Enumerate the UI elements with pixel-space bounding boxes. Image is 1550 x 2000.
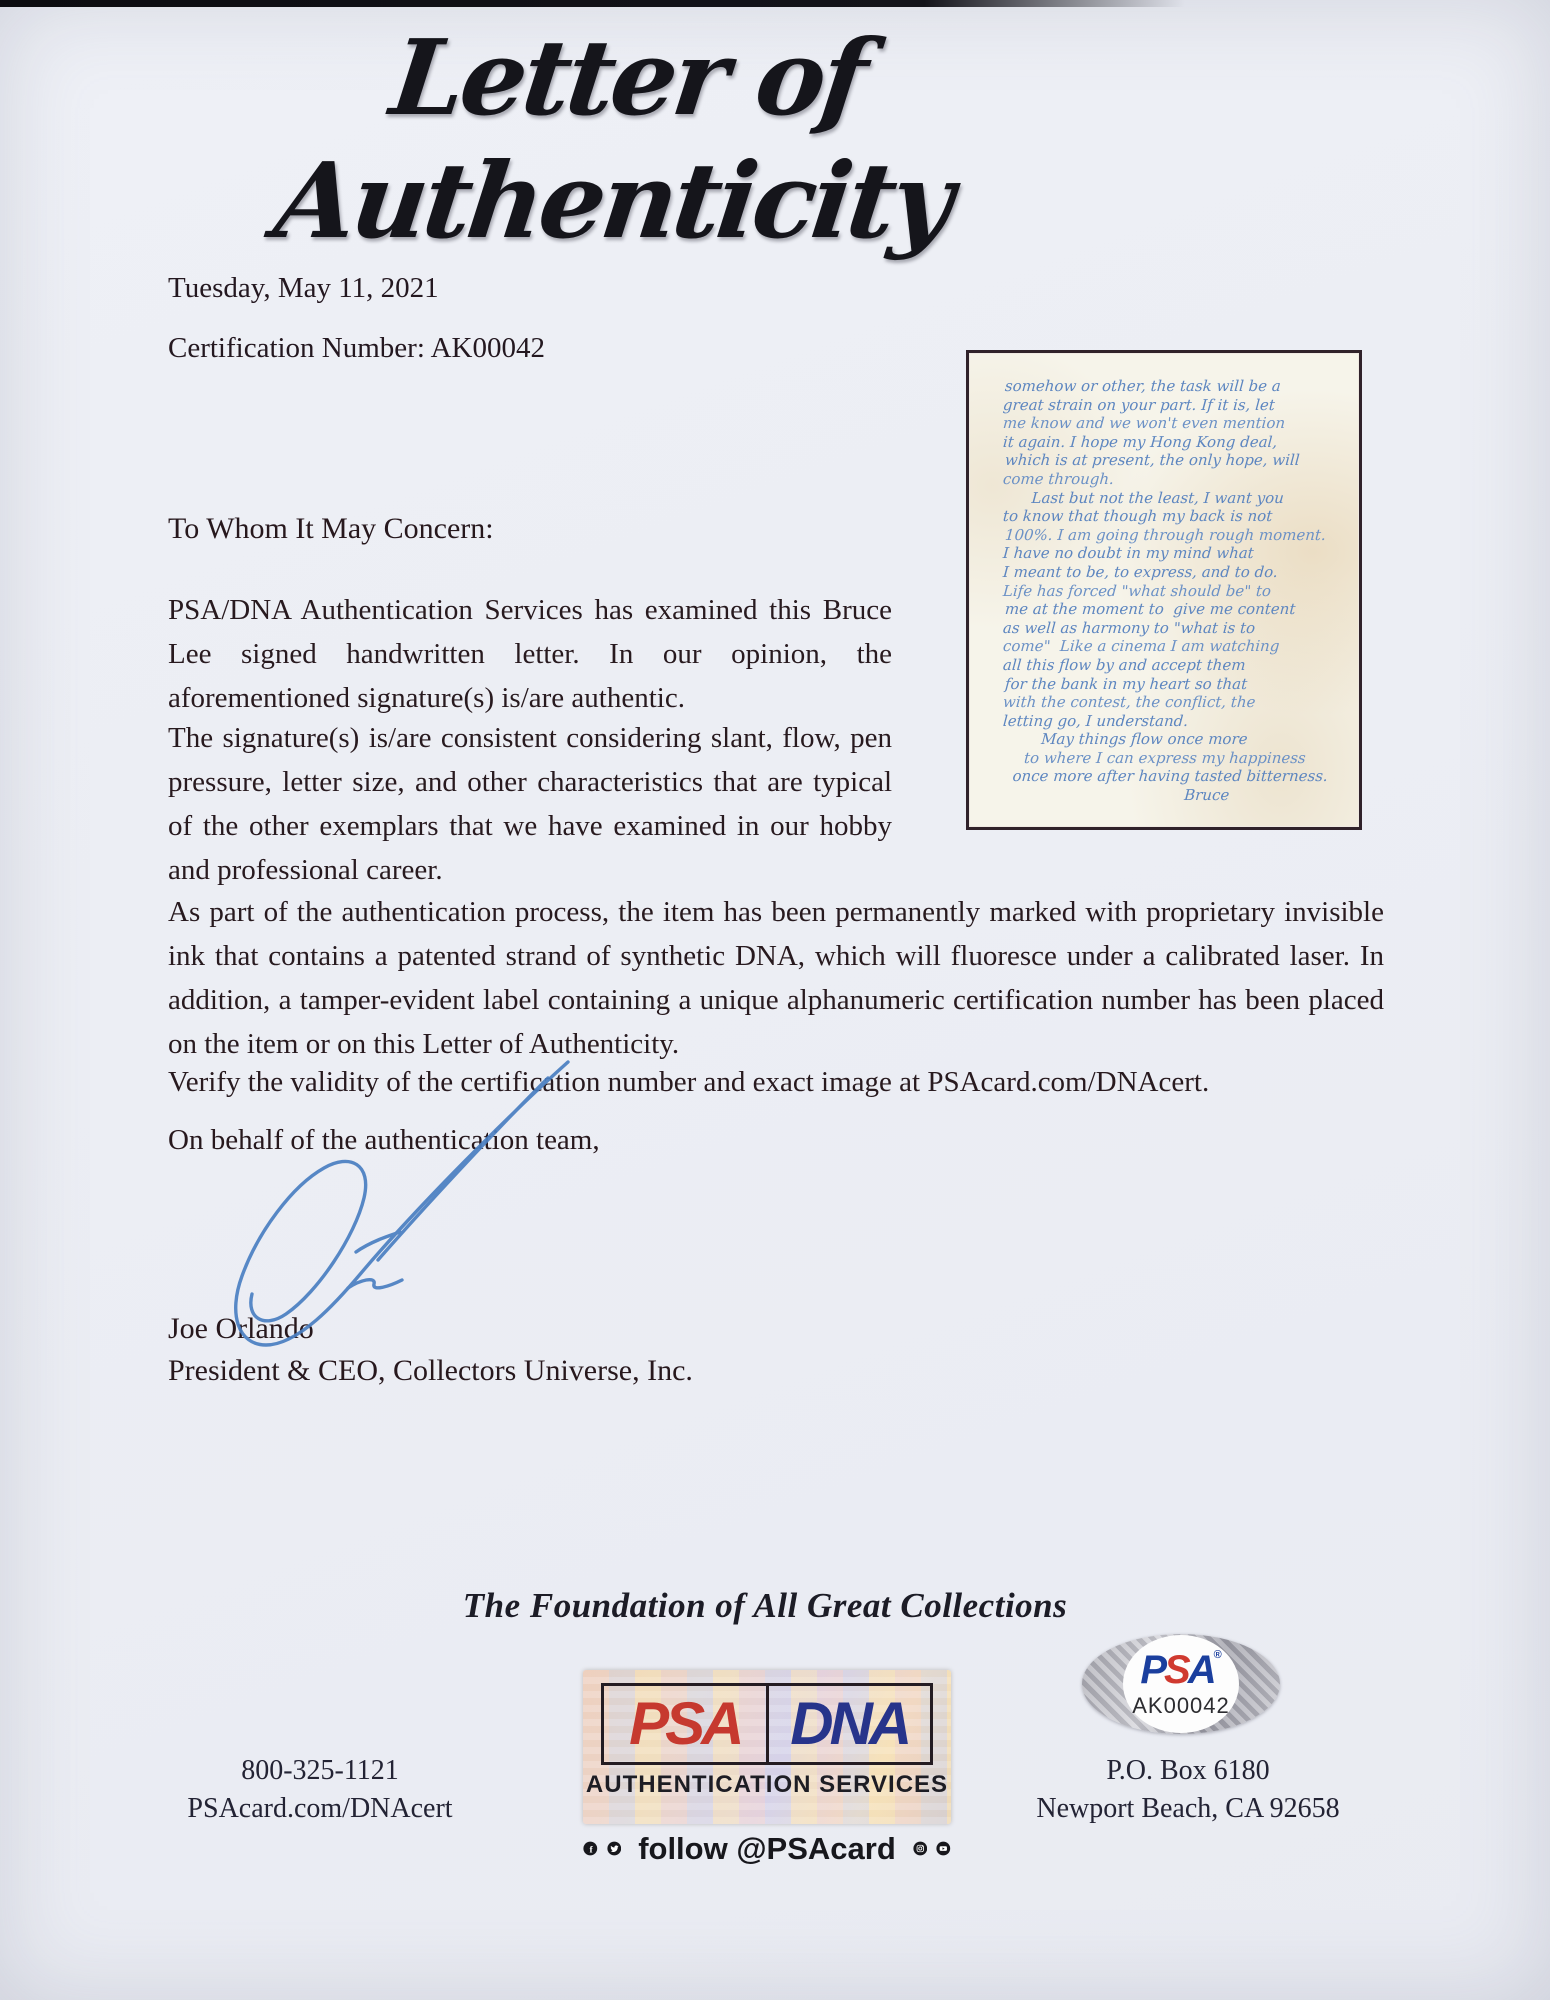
signer-name: Joe Orlando (168, 1312, 314, 1345)
follow-psacard-text: follow @PSAcard (638, 1830, 896, 1866)
sticker-center (1123, 1635, 1239, 1733)
handwriting-line: letting go, I understand. (1002, 711, 1189, 730)
handwriting-line: I have no doubt in my mind what (1002, 544, 1255, 563)
company-tagline: The Foundation of All Great Collections (462, 1586, 1068, 1625)
youtube-icon (936, 1830, 951, 1867)
phone-number: 800-325-1121 (241, 1755, 399, 1786)
po-box: P.O. Box 6180 (1106, 1755, 1270, 1786)
handwriting-line: Life has forced "what should be" to (1002, 581, 1272, 600)
handwriting-line: Last but not the least, I want you (1002, 488, 1285, 507)
handwriting-line: somehow or other, the task will be a (1004, 377, 1282, 395)
body-paragraph-2: The signature(s) is/are consistent considering slant, flow, pen pressure, letter size, and other characteristics that are typical of the other exemplars that we have examined in our hobby and professional career. (168, 722, 892, 886)
social-media-row (583, 1830, 951, 1867)
facebook-icon (583, 1830, 598, 1867)
psa-certification-sticker (1082, 1634, 1280, 1734)
handwriting-line: with the contest, the conflict, the (1002, 693, 1257, 712)
handwriting-line: as well as harmony to "what is to (1002, 618, 1256, 637)
contact-phone-block (120, 1752, 520, 1828)
handwriting-line: to where I can express my happiness (1004, 748, 1307, 767)
sticker-cert-number: AK00042 (1132, 1692, 1230, 1718)
joe-orlando-signature (150, 1056, 582, 1358)
handwritten-letter-text (1003, 377, 1347, 805)
twitter-icon (607, 1830, 622, 1867)
city-state-zip: Newport Beach, CA 92658 (1036, 1793, 1340, 1824)
svg-text:f: f (589, 1844, 593, 1856)
handwriting-line: May things flow once more (1002, 730, 1249, 749)
contact-address-block (988, 1752, 1388, 1828)
handwriting-line: it again. I hope my Hong Kong deal, (1002, 432, 1278, 451)
registered-mark: ® (1213, 1648, 1222, 1661)
closing-line: On behalf of the authentication team, (168, 1124, 600, 1156)
body-paragraph-3: As part of the authentication process, the item has been permanently marked with proprietary invisible ink that contains a patented strand of synthetic DNA, which will fluoresce under a calibrated laser. In addition, a tamper-evident label containing a unique alphanumeric certification number has been placed on the item or on this Letter of Authenticity. (168, 896, 1384, 1060)
psa-letter-a: A (1187, 1647, 1214, 1692)
handwriting-line: all this flow by and accept them (1002, 655, 1247, 674)
psa-letter-s: S (1164, 1647, 1188, 1692)
psa-logo-text: PSA (604, 1686, 769, 1762)
handwriting-line: come through. (1002, 469, 1115, 488)
handwriting-line: which is at present, the only hope, will (1004, 451, 1301, 470)
instagram-icon (913, 1830, 928, 1867)
handwriting-line: me know and we won't even mention (1002, 414, 1286, 433)
psa-letter-p: P (1140, 1647, 1164, 1692)
certification-number: AK00042 (430, 332, 545, 364)
handwriting-line: to know that though my back is not (1002, 507, 1273, 526)
psa-dna-logo (601, 1683, 933, 1765)
date-line: Tuesday, May 11, 2021 (168, 272, 439, 304)
signer-title: President & CEO, Collectors Universe, Inc. (168, 1354, 693, 1387)
authenticated-item-photo (966, 350, 1362, 830)
handwriting-line: me at the moment to give me content (1004, 600, 1297, 619)
page-title: Letter of Authenticity (268, 16, 957, 262)
certification-label: Certification Number: (168, 332, 425, 364)
handwriting-line: once more after having tasted bitterness. (1002, 767, 1329, 786)
scan-edge-artifact (0, 0, 1185, 7)
certification-line (168, 332, 545, 365)
handwriting-line: 100%. I am going through rough moment. (1004, 525, 1327, 544)
salutation: To Whom It May Concern: (168, 512, 494, 545)
psa-dna-hologram-label (583, 1670, 951, 1824)
handwriting-line: I meant to be, to express, and to do. (1002, 562, 1279, 581)
website-url: PSAcard.com/DNAcert (187, 1793, 453, 1824)
handwriting-line: Bruce (1002, 786, 1230, 805)
body-paragraph-4: Verify the validity of the certification number and exact image at PSAcard.com/DNAcert. (168, 1066, 1210, 1098)
handwriting-line: great strain on your part. If it is, let (1002, 395, 1276, 414)
body-paragraph-1: PSA/DNA Authentication Services has examined this Bruce Lee signed handwritten letter. In our opinion, the aforementioned signature(s) is/are authentic. (168, 594, 892, 714)
handwriting-line: come" Like a cinema I am watching (1002, 637, 1281, 656)
dna-logo-text: DNA (790, 1690, 909, 1757)
authentication-services-label: AUTHENTICATION SERVICES (585, 1771, 949, 1798)
handwriting-line: for the bank in my heart so that (1004, 674, 1248, 693)
psa-sticker-logo (1140, 1647, 1222, 1692)
